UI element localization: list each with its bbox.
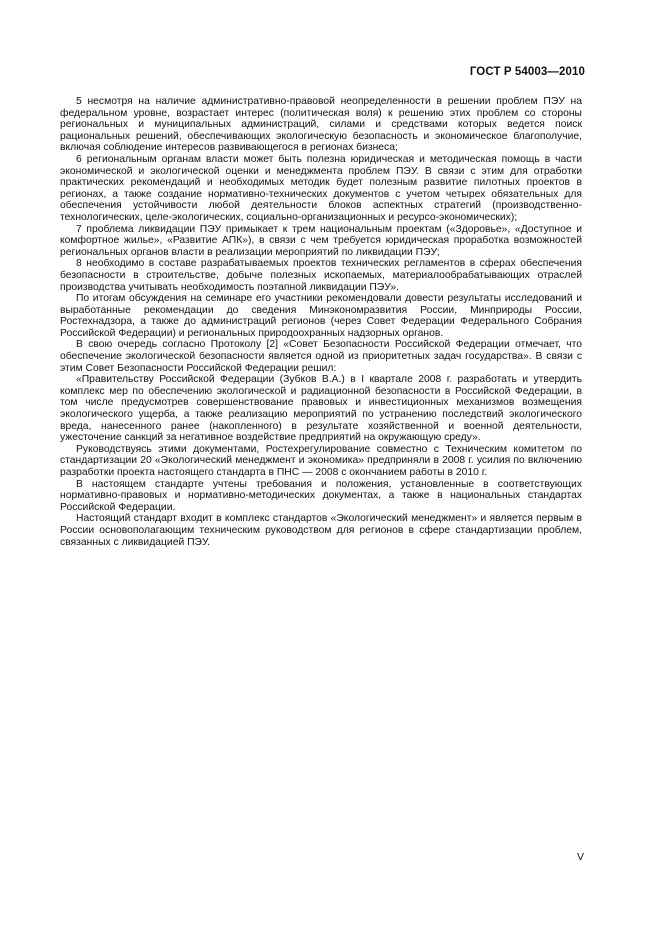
paragraph-item-7: 7 проблема ликвидации ПЭУ примыкает к трем национальным проектам («Здоровье», «Доступное и комфортное жилье», «Развитие АПК»), в связи с чем требуется юридическая проработка возможностей региональных органов власти в реализации мероприятий по ликвидации ПЭУ; <box>60 223 582 258</box>
paragraph-requirements: В настоящем стандарте учтены требования и положения, установленные в соответствующих нормативно-правовых и нормативно-методических документах, а также в национальных стандартах Российской Федерации. <box>60 478 582 513</box>
paragraph-standard-complex: Настоящий стандарт входит в комплекс стандартов «Экологический менеджмент» и является первым в России основополагающим техническим руководством для регионов в сфере стандартизации проблем, связанных с ликвидацией ПЭУ. <box>60 513 582 548</box>
paragraph-item-5: 5 несмотря на наличие административно-правовой неопределенности в решении проблем ПЭУ на федеральном уровне, возрастает интерес (политическая воля) к решению этих проблем со стороны региональных и муниципальных администраций, силами и средствами которых ведется поиск рациональных решений, обеспечивающих экологическую безопасность и экономическое благополучие, включая соблюдение интересов развивающегося в регионах бизнеса; <box>60 96 582 154</box>
paragraph-government-quote: «Правительству Российской Федерации (Зубков В.А.) в I квартале 2008 г. разработать и утвердить комплекс мер по обеспечению экологической и радиационной безопасности в Российской Федерации, в том числе предусмотрев совершенствование правовых и инвестиционных механизмов возмещения экологического ущерба, а также реализацию мероприятий по устранению последствий экологического вреда, нанесенного ранее (накопленного) в результате хозяйственной и военной деятельности, ужесточение санкций за негативное воздействие предприятий на окружающую среду». <box>60 374 582 444</box>
paragraph-item-8: 8 необходимо в составе разрабатываемых проектов технических регламентов в сферах обеспечения безопасности в строительстве, добыче полезных ископаемых, материалообрабатывающих отраслей производства учитывать необходимость поэтапной ликвидации ПЭУ». <box>60 258 582 293</box>
page-number: V <box>576 851 584 863</box>
paragraph-item-6: 6 региональным органам власти может быть полезна юридическая и методическая помощь в части экономической и экологической оценки и менеджмента проблем ПЭУ. В связи с этим для отработки практических рекомендаций и необходимых методик будет полезным развитие пилотных проектов в регионах, а также создание нормативно-технических документов с учетом четырех обязательных для обеспечения устойчивости любой деятельности блоков аспектных стратегий (производственно-технологических, целе-экологических, социально-организационных и ресурсо-экономических); <box>60 153 582 223</box>
paragraph-rostekhregulirovanie: Руководствуясь этими документами, Ростехрегулирование совместно с Техническим комитетом по стандартизации 20 «Экологический менеджмент и экономика» предприняли в 2008 г. усилия по включению разработки проекта настоящего стандарта в ПНС — 2008 с окончанием работы в 2010 г. <box>60 443 582 478</box>
document-header-standard-code: ГОСТ Р 54003—2010 <box>469 66 585 78</box>
document-body <box>60 96 582 548</box>
paragraph-seminar-results: По итогам обсуждения на семинаре его участники рекомендовали довести результаты исследований и выработанные рекомендации до сведения Минэкономразвития России, Минприроды России, Ростехнадзора, а также до администраций регионов (через Совет Федерации Федерального Собрания Российской Федерации) и региональных природоохранных надзорных органов. <box>60 293 582 339</box>
paragraph-security-council: В свою очередь согласно Протоколу [2] «Совет Безопасности Российской Федерации отмечает, что обеспечение экологической безопасности является одной из приоритетных задач государства». В связи с этим Совет Безопасности Российской Федерации решил: <box>60 339 582 374</box>
